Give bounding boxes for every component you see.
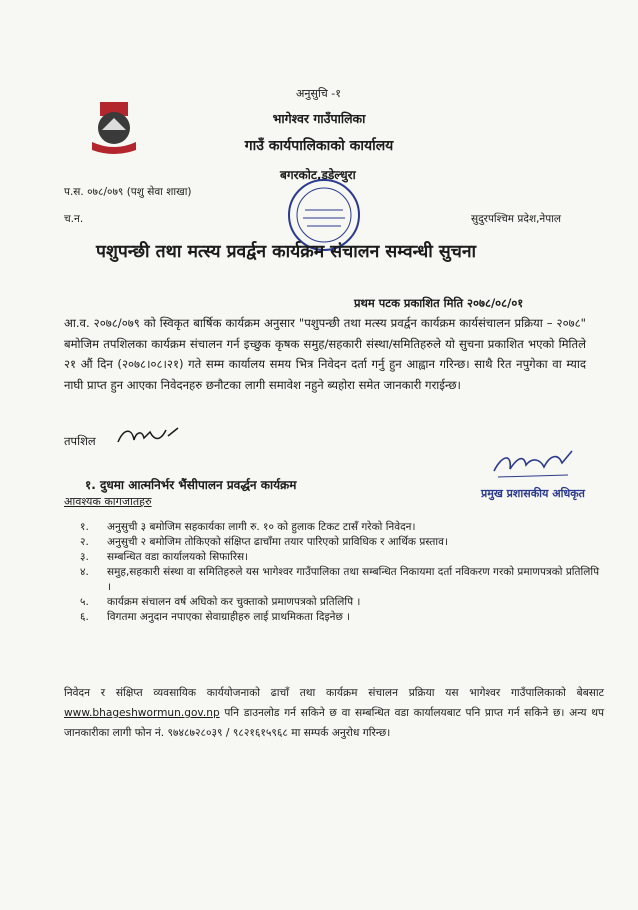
notice-title: पशुपन्छी तथा मत्स्य प्रवर्द्वन कार्यक्रम संचालन सम्वन्धी सुचना [96,242,477,262]
reference-number: प.स. ०७८/०७९ (पशु सेवा शाखा) [64,186,192,198]
item-number: ३. [80,551,89,563]
footer-note [64,683,604,743]
list-item [80,520,600,535]
item-number: ६. [80,611,89,623]
item-text: विगतमा अनुदान नपाएका सेवाग्राहीहरु लाई प्राथमिकता दिइनेछ । [107,611,351,623]
details-label: तपशिल [64,434,96,448]
office-subtitle: गाउँ कार्यपालिकाको कार्यालय [244,138,394,154]
program-title: १. दुधमा आत्मनिर्भर भैंसीपालन प्रवर्द्धन कार्यक्रम [85,478,297,492]
list-item [80,535,600,550]
published-date: प्रथम पटक प्रकाशित मिति २०७८/०८/०१ [354,296,524,310]
item-number: ५. [80,596,89,608]
required-docs-list [80,520,600,625]
list-item [80,565,600,595]
footer-text-end: पनि डाउनलोड गर्न सकिने छ वा सम्बन्धित वडा कार्यालयबाट पनि प्राप्त गर्न सकिने छ। अन्य थप जानकारीका लागी फोन नं. ९७४८७२८०३९ / ९८२१६१५९६८ मा सम्पर्क अनुरोध गरिन्छ। [64,707,604,739]
item-text: सम्बन्धित वडा कार्यालयको सिफारिस। [107,551,249,563]
required-docs-label: आवश्यक कागजातहरु [64,495,152,508]
item-number: ४. [80,566,89,578]
handwritten-initials-icon [114,424,184,448]
item-text: समुह,सहकारी संस्था वा समितिहरुले यस भागेश्वर गाउँपालिका तथा सम्बन्धित निकायमा दर्ता नविकरण गरको प्रमाणपत्रको प्रतिलिपि । [107,566,600,593]
website-link[interactable]: www.bhageshwormun.gov.np [64,707,220,719]
province-name: सुदुरपश्चिम प्रदेश,नेपाल [471,213,562,225]
notice-body: आ.व. २०७८/०७९ को स्विकृत बार्षिक कार्यक्रम अनुसार "पशुपन्छी तथा मत्स्य प्रवर्द्वन कार्यक्रम कार्यसंचालन प्रक्रिया – २०७८" बमोजिम तपशिलका कार्यक्रम संचालन गर्न इच्छुक कृषक समुह/सहकारी संस्था/समितिहरुले यो सुचना प्रकाशित भएको मितिले २१ औं दिन (२०७८।०८।२१) गते सम्म कार्यालय समय भित्र निवेदन दर्ता गर्नु हुन आह्वान गरिन्छ। साथै रित नपुगेका वा म्याद नाघी प्राप्त हुन आएका निवेदनहरु छनौटका लागी समावेश नहुने ब्यहोरा समेत जानकारी गराईन्छ। [64,316,586,392]
office-address: बगरकोट,डडेल्धुरा [280,168,356,182]
footer-text-start: निवेदन र संक्षिप्त व्यवसायिक कार्ययोजनाको ढाचाँ तथा कार्यक्रम संचालन प्रक्रिया यस भागेश्वर गाउँपालिकाको बेबसाट [64,687,604,699]
annex-label: अनुसुचि -१ [296,87,341,100]
list-item [80,550,600,565]
office-name: भागेश्वर गाउँपालिका [272,111,366,126]
item-number: १. [80,521,89,533]
item-text: अनुसुची २ बमोजिम तोकिएको संक्षिप्त ढाचाँमा तयार पारिएको प्राविधिक र आर्थिक प्रस्ताव। [107,536,448,548]
item-text: अनुसुची ३ बमोजिम सहकार्यका लागी रु. १० को हुलाक टिकट टासँ गरेको निवेदन। [107,521,416,533]
item-number: २. [80,536,89,548]
list-item [80,610,600,625]
signer-title: प्रमुख प्रशासकीय अधिकृत [481,487,585,500]
list-item [80,595,600,610]
item-text: कार्यक्रम संचालन वर्ष अघिको कर चुक्ताको प्रमाणपत्रको प्रतिलिपि । [107,596,361,608]
dispatch-number: च.न. [64,213,84,225]
signature-icon [488,445,578,485]
